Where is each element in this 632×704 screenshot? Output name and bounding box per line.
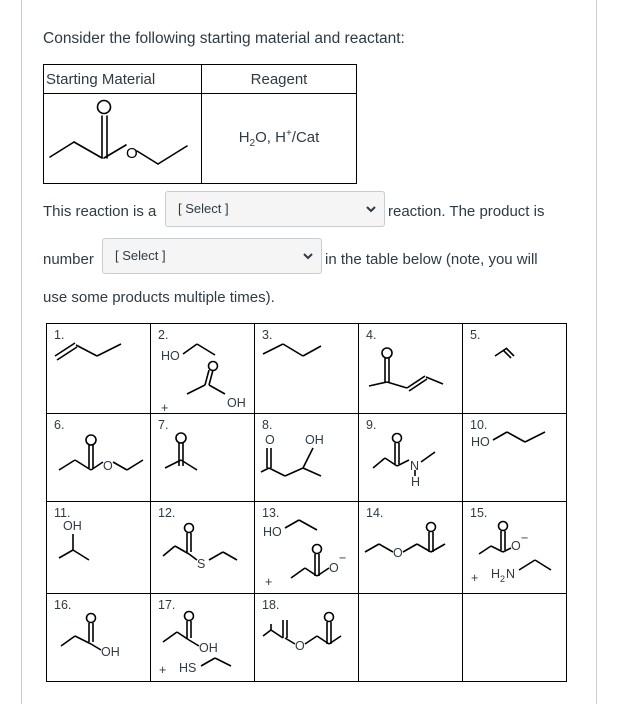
question-intro: Consider the following starting material and reactant: [43, 30, 405, 47]
reaction-type-select-value: [ Select ] [178, 201, 229, 216]
product-1-structure [47, 324, 151, 414]
product-6-structure [47, 414, 151, 504]
product-18-structure [255, 594, 359, 684]
svg-text:H: H [411, 475, 421, 489]
product-8-structure [255, 414, 359, 504]
header-starting-material: Starting Material [44, 65, 202, 94]
svg-text:2: 2 [500, 574, 506, 584]
svg-text:S: S [197, 557, 206, 571]
page-border-right [596, 0, 597, 704]
product-9-structure [359, 414, 463, 504]
svg-text:H: H [491, 567, 501, 581]
product-cell-7: 7. [151, 414, 255, 502]
chevron-down-icon [364, 202, 378, 216]
sentence-part2: reaction. The product is [388, 203, 545, 220]
svg-text:O: O [329, 561, 339, 575]
svg-text:OH: OH [305, 433, 324, 447]
svg-text:+: + [471, 571, 479, 585]
product-cell-17: 17. OH HS + [151, 594, 255, 682]
svg-text:OH: OH [63, 519, 82, 533]
svg-text:N: N [506, 567, 516, 581]
product-cell-16: 16. OH [47, 594, 151, 682]
product-13-structure [255, 502, 359, 592]
reagent-cell: $H_2O$, H+/Cat [202, 94, 357, 184]
product-cell-18: 18. O [255, 594, 359, 682]
svg-text:+: + [159, 663, 167, 677]
product-cell-6: 6. O [47, 414, 151, 502]
svg-text:−: − [521, 531, 529, 545]
product-cell-9: 9. N H [359, 414, 463, 502]
chevron-down-icon [301, 249, 315, 263]
product-cell-15: 15. O − H 2 N + [463, 502, 567, 594]
product-cell-12: 12. S [151, 502, 255, 594]
svg-text:HO: HO [161, 349, 180, 363]
product-cell-3: 3. [255, 324, 359, 414]
sentence-part3: number [43, 251, 94, 268]
svg-text:+: + [265, 575, 273, 589]
svg-text:−: − [339, 551, 347, 565]
product-cell-13: 13. HO O − + [255, 502, 359, 594]
product-cell-4: 4. [359, 324, 463, 414]
product-5-structure [463, 324, 567, 414]
ester-oxygen-label: O [126, 145, 138, 162]
product-3-structure [255, 324, 359, 414]
starting-material-cell [44, 94, 202, 184]
product-cell-1: 1. [47, 324, 151, 414]
product-cell-empty-1 [359, 594, 463, 682]
product-cell-empty-2 [463, 594, 567, 682]
sentence-part4: in the table below (note, you will [325, 251, 538, 268]
svg-text:N: N [410, 459, 420, 473]
product-cell-10: 10. HO [463, 414, 567, 502]
product-2-structure [151, 324, 255, 414]
product-10-structure [463, 414, 567, 504]
product-17-structure [151, 594, 255, 684]
product-16-structure [47, 594, 151, 684]
svg-text:HO: HO [263, 525, 282, 539]
svg-text:O: O [393, 546, 403, 560]
svg-text:OH: OH [227, 396, 246, 410]
product-cell-8: 8. O OH [255, 414, 359, 502]
svg-text:HO: HO [471, 435, 490, 449]
sentence-part1: This reaction is a [43, 203, 157, 220]
product-cell-5: 5. [463, 324, 567, 414]
svg-text:O: O [265, 433, 275, 447]
product-11-structure [47, 502, 151, 592]
svg-text:O: O [295, 639, 305, 653]
product-cell-2: 2. HO OH + [151, 324, 255, 414]
starting-material-structure [44, 94, 199, 178]
product-7-structure [151, 414, 255, 504]
svg-text:O: O [511, 539, 521, 553]
sentence-part5: use some products multiple times). [43, 289, 275, 306]
product-number-select[interactable] [102, 238, 322, 274]
svg-text:HS: HS [179, 661, 197, 675]
product-cell-11: 11. OH [47, 502, 151, 594]
carbonyl-oxygen-icon [98, 101, 111, 114]
products-table [46, 323, 567, 682]
product-12-structure [151, 502, 255, 592]
svg-text:+: + [161, 401, 169, 414]
product-4-structure [359, 324, 463, 414]
reaction-type-select[interactable] [165, 191, 385, 227]
svg-text:O: O [103, 459, 113, 473]
starting-material-table [43, 64, 357, 184]
product-15-structure [463, 502, 567, 592]
product-number-select-value: [ Select ] [115, 248, 166, 263]
product-cell-14: 14. O [359, 502, 463, 594]
header-reagent: Reagent [202, 65, 357, 94]
svg-text:OH: OH [199, 641, 218, 655]
page-border-left [21, 0, 22, 704]
svg-text:OH: OH [101, 645, 120, 659]
product-14-structure [359, 502, 463, 592]
